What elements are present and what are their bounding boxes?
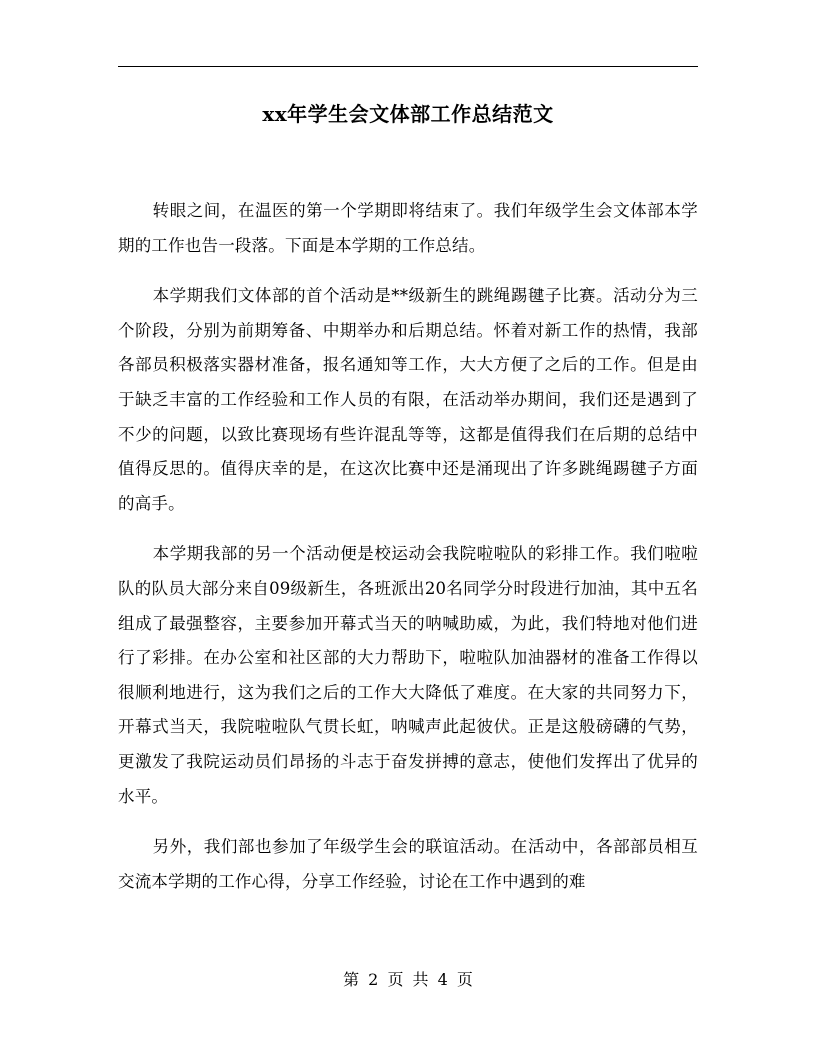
document-body xyxy=(118,194,698,915)
page-number-footer: 第 2 页 共 4 页 xyxy=(343,970,473,989)
paragraph-social-event: 另外，我们部也参加了年级学生会的联谊活动。在活动中，各部部员相互交流本学期的工作心得，分享工作经验，讨论在工作中遇到的难 xyxy=(118,837,698,891)
paragraph-intro: 转眼之间，在温医的第一个学期即将结束了。我们年级学生会文体部本学期的工作也告一段落。下面是本学期的工作总结。 xyxy=(118,201,698,255)
document-title: xx年学生会文体部工作总结范文 xyxy=(262,102,554,126)
header-rule xyxy=(118,66,698,67)
paragraph-rope-shuttlecock-contest: 本学期我们文体部的首个活动是**级新生的跳绳踢毽子比赛。活动分为三个阶段，分别为前期筹备、中期举办和后期总结。怀着对新工作的热情，我部各部员积极落实器材准备，报名通知等工作，大大方便了之后的工作。但是由于缺乏丰富的工作经验和工作人员的有限，在活动举办期间，我们还是遇到了不少的问题，以致比赛现场有些许混乱等等，这都是值得我们在后期的总结中值得反思的。值得庆幸的是，在这次比赛中还是涌现出了许多跳绳踢毽子方面的高手。 xyxy=(118,286,698,513)
paragraph-cheerleading: 本学期我部的另一个活动便是校运动会我院啦啦队的彩排工作。我们啦啦队的队员大部分来自09级新生，各班派出20名同学分时段进行加油，其中五名组成了最强整容，主要参加开幕式当天的呐喊助威，为此，我们特地对他们进行了彩排。在办公室和社区部的大力帮助下，啦啦队加油器材的准备工作得以很顺利地进行，这为我们之后的工作大大降低了难度。在大家的共同努力下，开幕式当天，我院啦啦队气贯长虹，呐喊声此起彼伏。正是这般磅礴的气势，更激发了我院运动员们昂扬的斗志于奋发拼搏的意志，使他们发挥出了优异的水平。 xyxy=(118,544,698,806)
